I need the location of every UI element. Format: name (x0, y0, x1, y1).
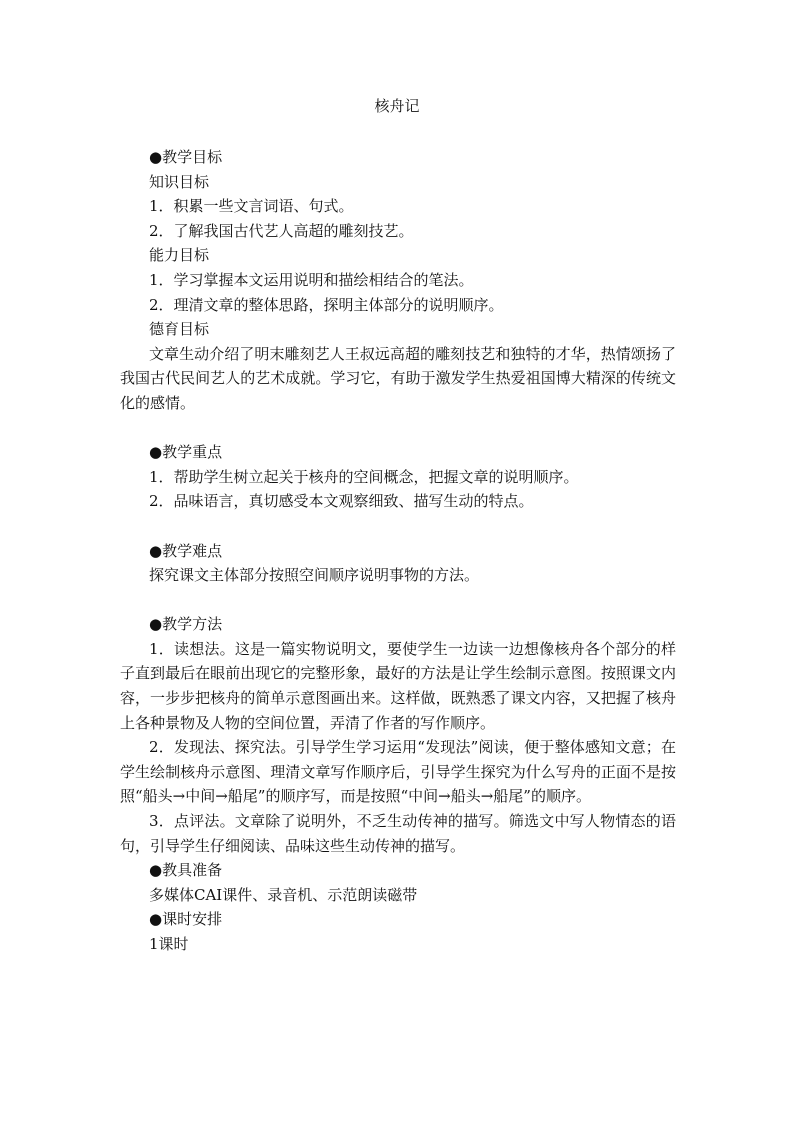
ability-item: 2．理清文章的整体思路，探明主体部分的说明顺序。 (149, 295, 504, 314)
moral-paragraph: 文章生动介绍了明末雕刻艺人王叔远高超的雕刻技艺和独特的才华，热情颂扬了我国古代民间艺人的艺术成就。学习它，有助于激发学生热爱祖国博大精深的传统文化的感情。 (120, 344, 676, 412)
section-heading-tools: ●教具准备 (149, 861, 223, 880)
subheading-knowledge: 知识目标 (149, 172, 210, 191)
section-heading-methods: ●教学方法 (149, 615, 223, 634)
document-body (120, 145, 676, 957)
tools-text: 多媒体CAI课件、录音机、示范朗读磁带 (149, 885, 418, 904)
document-title: 核舟记 (374, 97, 420, 115)
method-paragraph: 1．读想法。这是一篇实物说明文，要使学生一边读一边想像核舟各个部分的样子直到最后在眼前出现它的完整形象，最好的方法是让学生绘制示意图。按照课文内容，一步步把核舟的简单示意图画出来。这样做，既熟悉了课文内容，又把握了核舟上各种景物及人物的空间位置，弄清了作者的写作顺序。 (120, 639, 676, 732)
spacer (120, 588, 676, 613)
method-paragraph: 2．发现法、探究法。引导学生学习运用“发现法”阅读，便于整体感知文意；在学生绘制核舟示意图、理清文章写作顺序后，引导学生探究为什么写舟的正面不是按照“船头→中间→船尾”的顺序写，而是按照“中间→船头→船尾”的顺序。 (120, 738, 676, 806)
section-heading-objectives: ●教学目标 (149, 148, 223, 166)
section-heading-schedule: ●课时安排 (149, 910, 223, 929)
spacer (120, 514, 676, 539)
section-heading-key-points: ●教学重点 (149, 443, 223, 462)
method-paragraph: 3．点评法。文章除了说明外，不乏生动传神的描写。筛选文中写人物情态的语句，引导学生仔细阅读、品味这些生动传神的描写。 (120, 812, 676, 855)
ability-item: 1．学习掌握本文运用说明和描绘相结合的笔法。 (149, 270, 474, 289)
difficulties-text: 探究课文主体部分按照空间顺序说明事物的方法。 (149, 566, 480, 585)
subheading-ability: 能力目标 (149, 246, 210, 265)
key-point-item: 1．帮助学生树立起关于核舟的空间概念，把握文章的说明顺序。 (149, 467, 579, 486)
knowledge-item: 1．积累一些文言词语、句式。 (149, 197, 354, 216)
key-point-item: 2．品味语言，真切感受本文观察细致、描写生动的特点。 (149, 492, 534, 511)
spacer (120, 416, 676, 441)
schedule-text: 1课时 (149, 935, 189, 953)
knowledge-item: 2．了解我国古代艺人高超的雕刻技艺。 (149, 221, 414, 240)
subheading-moral: 德育目标 (149, 320, 210, 339)
section-heading-difficulties: ●教学难点 (149, 541, 223, 560)
